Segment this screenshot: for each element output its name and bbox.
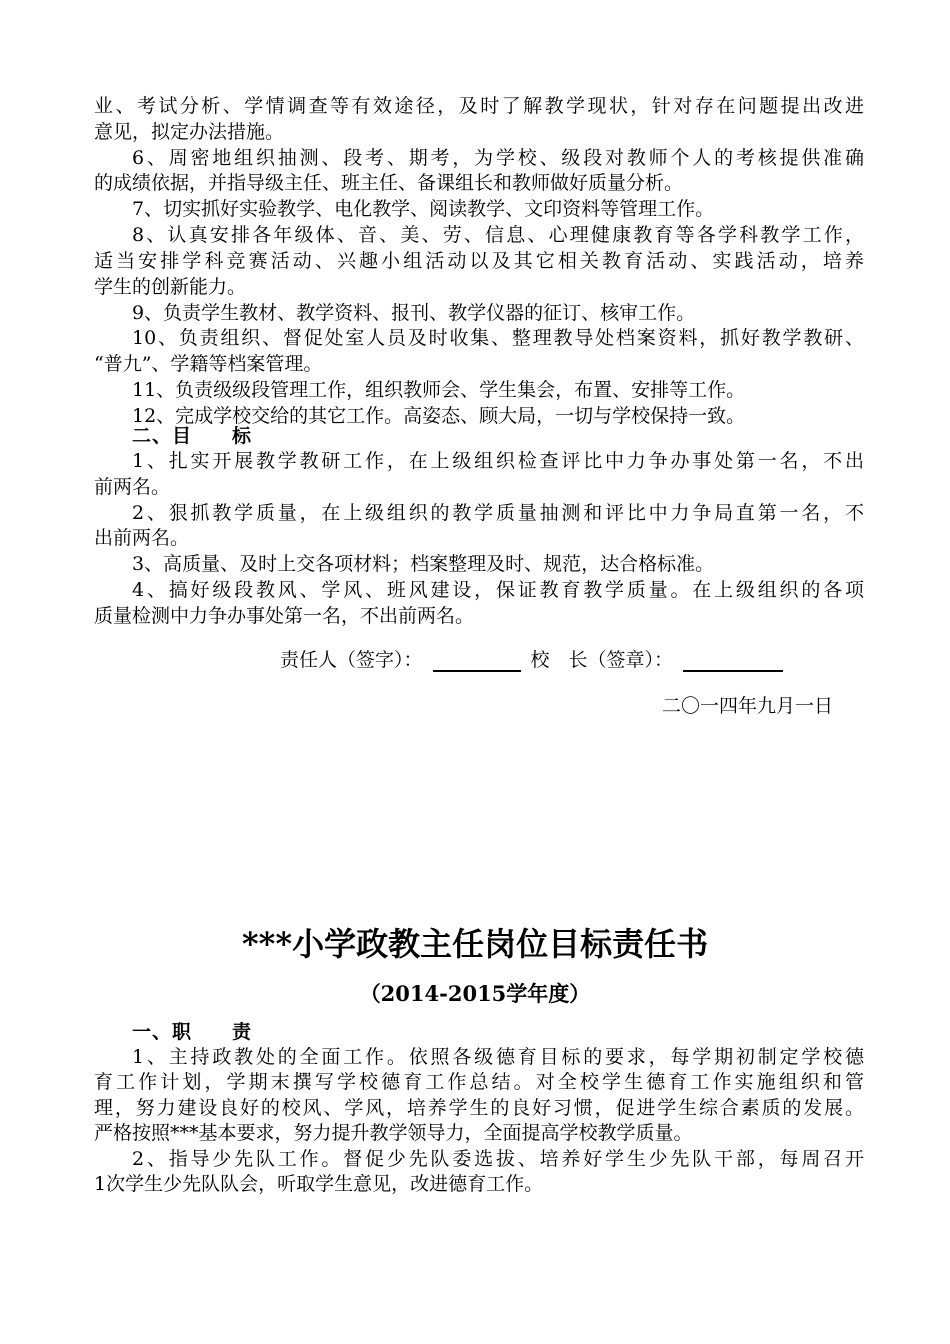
- paragraph-line: 出前两名。: [94, 527, 190, 550]
- paragraph-line: 理，努力建设良好的校风、学风，培养学生的良好习惯，促进学生综合素质的发展。: [94, 1096, 864, 1119]
- paragraph-line: 学生的创新能力。: [94, 275, 247, 298]
- paragraph-line: 7、切实抓好实验教学、电化教学、阅读教学、文印资料等管理工作。: [132, 198, 715, 221]
- paragraph-line: 2、指导少先队工作。督促少先队委选拔、培养好学生少先队干部，每周召开: [132, 1147, 864, 1170]
- paragraph-line: 11、负责级级段管理工作，组织教师会、学生集会，布置、安排等工作。: [132, 379, 746, 402]
- paragraph-line: 质量检测中力争办事处第一名，不出前两名。: [94, 604, 475, 627]
- paragraph-line: 适当安排学科竞赛活动、兴趣小组活动以及其它相关教育活动、实践活动，培养: [94, 249, 864, 272]
- document-subtitle: （2014-2015学年度）: [359, 981, 591, 1006]
- paragraph-line: 意见，拟定办法措施。: [94, 120, 285, 143]
- paragraph-line: 1次学生少先队队会，听取学生意见，改进德育工作。: [94, 1173, 544, 1195]
- responsible-signature-blank: [433, 650, 521, 672]
- paragraph-line: 9、负责学生教材、教学资料、报刊、教学仪器的征订、核审工作。: [132, 301, 696, 324]
- paragraph-line: “普九”、学籍等档案管理。: [94, 353, 323, 376]
- paragraph-line: 1、扎实开展教学教研工作，在上级组织检查评比中力争办事处第一名，不出: [132, 450, 864, 472]
- paragraph-line: 10、负责组织、督促处室人员及时收集、整理教导处档案资料，抓好教学教研、: [132, 327, 864, 350]
- paragraph-line: 业、考试分析、学情调查等有效途径，及时了解教学现状，针对存在问题提出改进: [94, 95, 864, 117]
- principal-signature-label: 校 长（签章）：: [530, 649, 674, 671]
- document-date: 二〇一四年九月一日: [662, 695, 834, 717]
- paragraph-line: 4、搞好级段教风、学风、班风建设，保证教育教学质量。在上级组织的各项: [132, 579, 864, 602]
- signature-line: [280, 648, 793, 672]
- paragraph-line: 育工作计划，学期末撰写学校德育工作总结。对全校学生德育工作实施组织和管: [94, 1071, 864, 1094]
- document-title: ***小学政教主任岗位目标责任书: [241, 925, 709, 963]
- paragraph-line: 的成绩依据，并指导级主任、班主任、备课组长和教师做好质量分析。: [94, 172, 684, 195]
- principal-signature-blank: [683, 650, 783, 672]
- paragraph-line: 1、主持政教处的全面工作。依照各级德育目标的要求，每学期初制定学校德: [132, 1046, 864, 1068]
- section-heading-goals: 二、目 标: [132, 425, 253, 447]
- paragraph-line: 严格按照***基本要求，努力提升教学领导力，全面提高学校教学质量。: [94, 1122, 693, 1145]
- paragraph-line: 2、狠抓教学质量，在上级组织的教学质量抽测和评比中力争局直第一名，不: [132, 501, 864, 524]
- paragraph-line: 12、完成学校交给的其它工作。高姿态、顾大局，一切与学校保持一致。: [132, 404, 746, 427]
- paragraph-line: 8、认真安排各年级体、音、美、劳、信息、心理健康教育等各学科教学工作，: [132, 224, 864, 247]
- section-heading-duties: 一、职 责: [132, 1021, 253, 1043]
- paragraph-line: 前两名。: [94, 475, 171, 498]
- paragraph-line: 3、高质量、及时上交各项材料；档案整理及时、规范，达合格标准。: [132, 553, 715, 576]
- responsible-signature-label: 责任人（签字）：: [280, 649, 423, 671]
- paragraph-line: 6、周密地组织抽测、段考、期考，为学校、级段对教师个人的考核提供准确: [132, 146, 864, 169]
